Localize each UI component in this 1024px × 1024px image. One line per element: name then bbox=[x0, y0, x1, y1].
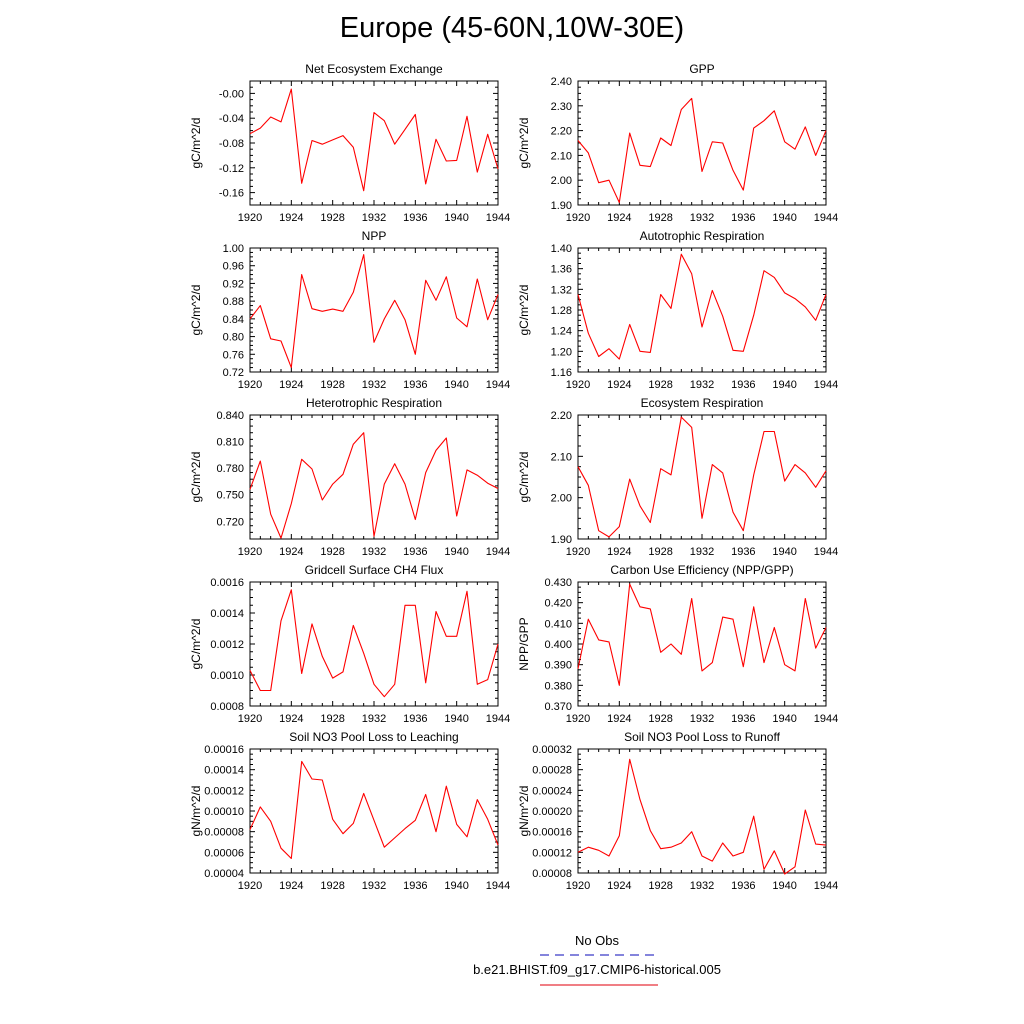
y-tick-label: 0.720 bbox=[216, 516, 244, 529]
x-tick-label: 1932 bbox=[361, 880, 387, 892]
y-tick-label: 1.90 bbox=[550, 534, 572, 546]
y-tick-label: 0.00008 bbox=[532, 868, 572, 880]
y-tick-label: 0.0016 bbox=[210, 577, 244, 589]
panel-soil-no3-pool-loss-to-leaching bbox=[189, 730, 510, 892]
x-tick-label: 1936 bbox=[403, 212, 428, 224]
x-tick-label: 1944 bbox=[485, 880, 511, 892]
x-tick-label: 1936 bbox=[403, 713, 428, 725]
x-tick-label: 1944 bbox=[485, 379, 511, 391]
x-tick-label: 1944 bbox=[485, 546, 511, 558]
y-tick-label: 0.840 bbox=[216, 410, 244, 422]
y-tick-label: 0.00008 bbox=[204, 826, 244, 839]
x-tick-label: 1944 bbox=[813, 379, 839, 391]
x-tick-label: 1940 bbox=[444, 212, 469, 224]
y-tick-label: 2.20 bbox=[550, 410, 572, 422]
series-line bbox=[578, 584, 826, 685]
x-tick-label: 1928 bbox=[648, 379, 673, 391]
panel-title: Heterotrophic Respiration bbox=[305, 396, 443, 410]
x-tick-label: 1928 bbox=[648, 880, 673, 892]
x-tick-label: 1932 bbox=[689, 379, 715, 391]
x-tick-label: 1920 bbox=[237, 880, 263, 892]
y-tick-label: 0.00006 bbox=[204, 847, 244, 860]
panel-soil-no3-pool-loss-to-runoff bbox=[517, 730, 838, 892]
y-tick-label: 0.00024 bbox=[532, 785, 572, 798]
x-tick-label: 1932 bbox=[689, 713, 715, 725]
x-tick-label: 1928 bbox=[648, 546, 673, 558]
x-tick-label: 1920 bbox=[565, 546, 591, 558]
y-tick-label: 0.400 bbox=[544, 639, 572, 651]
panel-title: NPP bbox=[361, 229, 387, 243]
x-tick-label: 1928 bbox=[648, 713, 673, 725]
x-tick-label: 1944 bbox=[813, 713, 839, 725]
x-tick-label: 1940 bbox=[772, 212, 797, 224]
y-axis-label: gC/m^2/d bbox=[189, 284, 203, 336]
panel-title: Soil NO3 Pool Loss to Leaching bbox=[289, 730, 459, 744]
plot-frame bbox=[250, 248, 498, 372]
y-tick-label: 0.96 bbox=[222, 260, 244, 273]
y-tick-label: 0.430 bbox=[544, 577, 572, 589]
series-line bbox=[250, 761, 498, 858]
y-tick-label: 0.76 bbox=[222, 349, 244, 362]
y-tick-label: 0.00012 bbox=[532, 847, 572, 860]
panel-title: GPP bbox=[689, 62, 715, 76]
x-tick-label: 1924 bbox=[279, 880, 304, 892]
x-tick-label: 1928 bbox=[320, 379, 345, 391]
plot-frame bbox=[578, 81, 826, 205]
y-tick-label: 0.420 bbox=[544, 597, 572, 610]
y-tick-label: 0.00016 bbox=[532, 826, 572, 839]
x-tick-label: 1940 bbox=[444, 546, 469, 558]
x-tick-label: 1924 bbox=[607, 379, 632, 391]
plot-frame bbox=[578, 582, 826, 706]
x-tick-label: 1928 bbox=[320, 212, 345, 224]
legend-label-no-obs: No Obs bbox=[574, 933, 620, 948]
legend-label-model-run: b.e21.BHIST.f09_g17.CMIP6-historical.005 bbox=[473, 962, 721, 977]
y-tick-label: 0.00012 bbox=[204, 785, 244, 798]
series-line bbox=[578, 254, 826, 359]
y-tick-label: 1.00 bbox=[222, 243, 244, 255]
x-tick-label: 1940 bbox=[444, 379, 469, 391]
series-line bbox=[578, 98, 826, 202]
y-axis-label: NPP/GPP bbox=[517, 617, 531, 671]
y-axis-label: gN/m^2/d bbox=[189, 785, 203, 837]
panel-title: Soil NO3 Pool Loss to Runoff bbox=[624, 730, 780, 744]
y-tick-label: 2.40 bbox=[550, 76, 572, 88]
x-tick-label: 1940 bbox=[772, 546, 797, 558]
y-tick-label: 0.0014 bbox=[210, 608, 244, 620]
y-tick-label: 1.20 bbox=[550, 346, 572, 359]
x-tick-label: 1920 bbox=[565, 379, 591, 391]
y-tick-label: 0.00016 bbox=[204, 744, 244, 756]
x-tick-label: 1936 bbox=[403, 546, 428, 558]
series-line bbox=[250, 89, 498, 191]
y-tick-label: 0.390 bbox=[544, 659, 572, 672]
plot-frame bbox=[578, 248, 826, 372]
y-tick-label: -0.16 bbox=[218, 187, 244, 200]
x-tick-label: 1940 bbox=[772, 379, 797, 391]
y-tick-label: 0.00014 bbox=[204, 764, 244, 777]
x-tick-label: 1932 bbox=[689, 546, 715, 558]
x-tick-label: 1924 bbox=[279, 713, 304, 725]
y-tick-label: 1.16 bbox=[550, 367, 572, 379]
x-tick-label: 1924 bbox=[279, 212, 304, 224]
plot-frame bbox=[250, 415, 498, 539]
y-tick-label: 0.00028 bbox=[532, 764, 572, 777]
y-tick-label: 0.750 bbox=[216, 489, 244, 502]
x-tick-label: 1940 bbox=[444, 713, 469, 725]
x-tick-label: 1920 bbox=[237, 212, 263, 224]
x-tick-label: 1944 bbox=[485, 713, 511, 725]
x-tick-label: 1944 bbox=[813, 212, 839, 224]
y-axis-label: gN/m^2/d bbox=[517, 785, 531, 837]
y-tick-label: 1.40 bbox=[550, 243, 572, 255]
y-tick-label: 0.00004 bbox=[204, 868, 244, 880]
y-tick-label: 1.24 bbox=[550, 325, 572, 338]
y-tick-label: 0.00020 bbox=[532, 806, 572, 818]
x-tick-label: 1920 bbox=[237, 713, 263, 725]
figure-title: Europe (45-60N,10W-30E) bbox=[339, 12, 685, 44]
y-tick-label: 0.410 bbox=[544, 618, 572, 631]
y-tick-label: 0.780 bbox=[216, 463, 244, 476]
y-tick-label: 1.90 bbox=[550, 200, 572, 212]
x-tick-label: 1924 bbox=[279, 379, 304, 391]
x-tick-label: 1928 bbox=[320, 880, 345, 892]
y-axis-label: gC/m^2/d bbox=[189, 117, 203, 169]
x-tick-label: 1924 bbox=[607, 880, 632, 892]
x-tick-label: 1920 bbox=[565, 880, 591, 892]
panel-autotrophic-respiration bbox=[517, 229, 838, 391]
plot-frame bbox=[578, 415, 826, 539]
y-tick-label: 0.00032 bbox=[532, 744, 572, 756]
x-tick-label: 1924 bbox=[607, 713, 632, 725]
x-tick-label: 1928 bbox=[648, 212, 673, 224]
x-tick-label: 1928 bbox=[320, 713, 345, 725]
x-tick-label: 1936 bbox=[403, 880, 428, 892]
y-tick-label: 0.00010 bbox=[204, 806, 244, 818]
y-axis-label: gC/m^2/d bbox=[189, 618, 203, 670]
x-tick-label: 1920 bbox=[237, 379, 263, 391]
series-line bbox=[578, 417, 826, 537]
y-tick-label: 0.380 bbox=[544, 680, 572, 693]
y-tick-label: 0.370 bbox=[544, 701, 572, 713]
x-tick-label: 1920 bbox=[565, 713, 591, 725]
series-line bbox=[250, 590, 498, 697]
y-tick-label: 0.0012 bbox=[210, 639, 244, 651]
y-tick-label: 0.810 bbox=[216, 436, 244, 449]
x-tick-label: 1932 bbox=[361, 546, 387, 558]
panel-gpp bbox=[517, 62, 838, 224]
x-tick-label: 1940 bbox=[772, 713, 797, 725]
panel-carbon-use-efficiency-npp-gpp bbox=[517, 563, 838, 725]
x-tick-label: 1932 bbox=[361, 713, 387, 725]
y-tick-label: 1.28 bbox=[550, 305, 572, 317]
y-tick-label: 2.00 bbox=[550, 175, 572, 188]
y-tick-label: 2.10 bbox=[550, 451, 572, 464]
panel-title: Ecosystem Respiration bbox=[640, 396, 764, 410]
x-tick-label: 1936 bbox=[403, 379, 428, 391]
x-tick-label: 1944 bbox=[813, 880, 839, 892]
y-axis-label: gC/m^2/d bbox=[189, 451, 203, 503]
y-tick-label: 0.0010 bbox=[210, 670, 244, 682]
y-tick-label: 0.92 bbox=[222, 278, 244, 291]
y-tick-label: -0.00 bbox=[218, 88, 244, 101]
y-tick-label: 0.0008 bbox=[210, 701, 244, 713]
panel-npp bbox=[189, 229, 510, 391]
x-tick-label: 1932 bbox=[361, 212, 387, 224]
series-line bbox=[250, 255, 498, 368]
x-tick-label: 1940 bbox=[444, 880, 469, 892]
panel-title: Net Ecosystem Exchange bbox=[305, 62, 443, 76]
x-tick-label: 1920 bbox=[565, 212, 591, 224]
x-tick-label: 1928 bbox=[320, 546, 345, 558]
panel-net-ecosystem-exchange bbox=[189, 62, 510, 224]
x-tick-label: 1944 bbox=[485, 212, 511, 224]
y-tick-label: 0.88 bbox=[222, 296, 244, 309]
x-tick-label: 1944 bbox=[813, 546, 839, 558]
x-tick-label: 1936 bbox=[731, 880, 756, 892]
y-tick-label: 2.00 bbox=[550, 492, 572, 505]
x-tick-label: 1924 bbox=[279, 546, 304, 558]
x-tick-label: 1924 bbox=[607, 212, 632, 224]
x-tick-label: 1936 bbox=[731, 379, 756, 391]
x-tick-label: 1936 bbox=[731, 713, 756, 725]
y-tick-label: 0.84 bbox=[222, 313, 244, 326]
panel-ecosystem-respiration bbox=[517, 396, 838, 558]
y-tick-label: 2.10 bbox=[550, 150, 572, 163]
y-tick-label: 1.32 bbox=[550, 284, 572, 297]
x-tick-label: 1940 bbox=[772, 880, 797, 892]
x-tick-label: 1936 bbox=[731, 212, 756, 224]
plot-frame bbox=[578, 749, 826, 873]
y-tick-label: -0.04 bbox=[218, 113, 244, 126]
panel-title: Autotrophic Respiration bbox=[639, 229, 765, 243]
x-tick-label: 1936 bbox=[731, 546, 756, 558]
panel-title: Carbon Use Efficiency (NPP/GPP) bbox=[610, 563, 794, 577]
y-tick-label: 0.72 bbox=[222, 367, 244, 379]
y-axis-label: gC/m^2/d bbox=[517, 451, 531, 503]
x-tick-label: 1932 bbox=[689, 880, 715, 892]
y-tick-label: 1.36 bbox=[550, 263, 572, 276]
panel-heterotrophic-respiration bbox=[189, 396, 510, 558]
panel-title: Gridcell Surface CH4 Flux bbox=[304, 563, 444, 577]
y-tick-label: 0.80 bbox=[222, 331, 244, 344]
y-axis-label: gC/m^2/d bbox=[517, 117, 531, 169]
x-tick-label: 1924 bbox=[607, 546, 632, 558]
series-line bbox=[578, 759, 826, 874]
y-tick-label: -0.08 bbox=[218, 138, 244, 150]
series-line bbox=[250, 433, 498, 538]
x-tick-label: 1932 bbox=[361, 379, 387, 391]
y-tick-label: 2.30 bbox=[550, 100, 572, 113]
y-tick-label: -0.12 bbox=[218, 162, 244, 175]
panel-gridcell-surface-ch4-flux bbox=[189, 563, 510, 725]
x-tick-label: 1932 bbox=[689, 212, 715, 224]
y-axis-label: gC/m^2/d bbox=[517, 284, 531, 336]
y-tick-label: 2.20 bbox=[550, 125, 572, 138]
x-tick-label: 1920 bbox=[237, 546, 263, 558]
